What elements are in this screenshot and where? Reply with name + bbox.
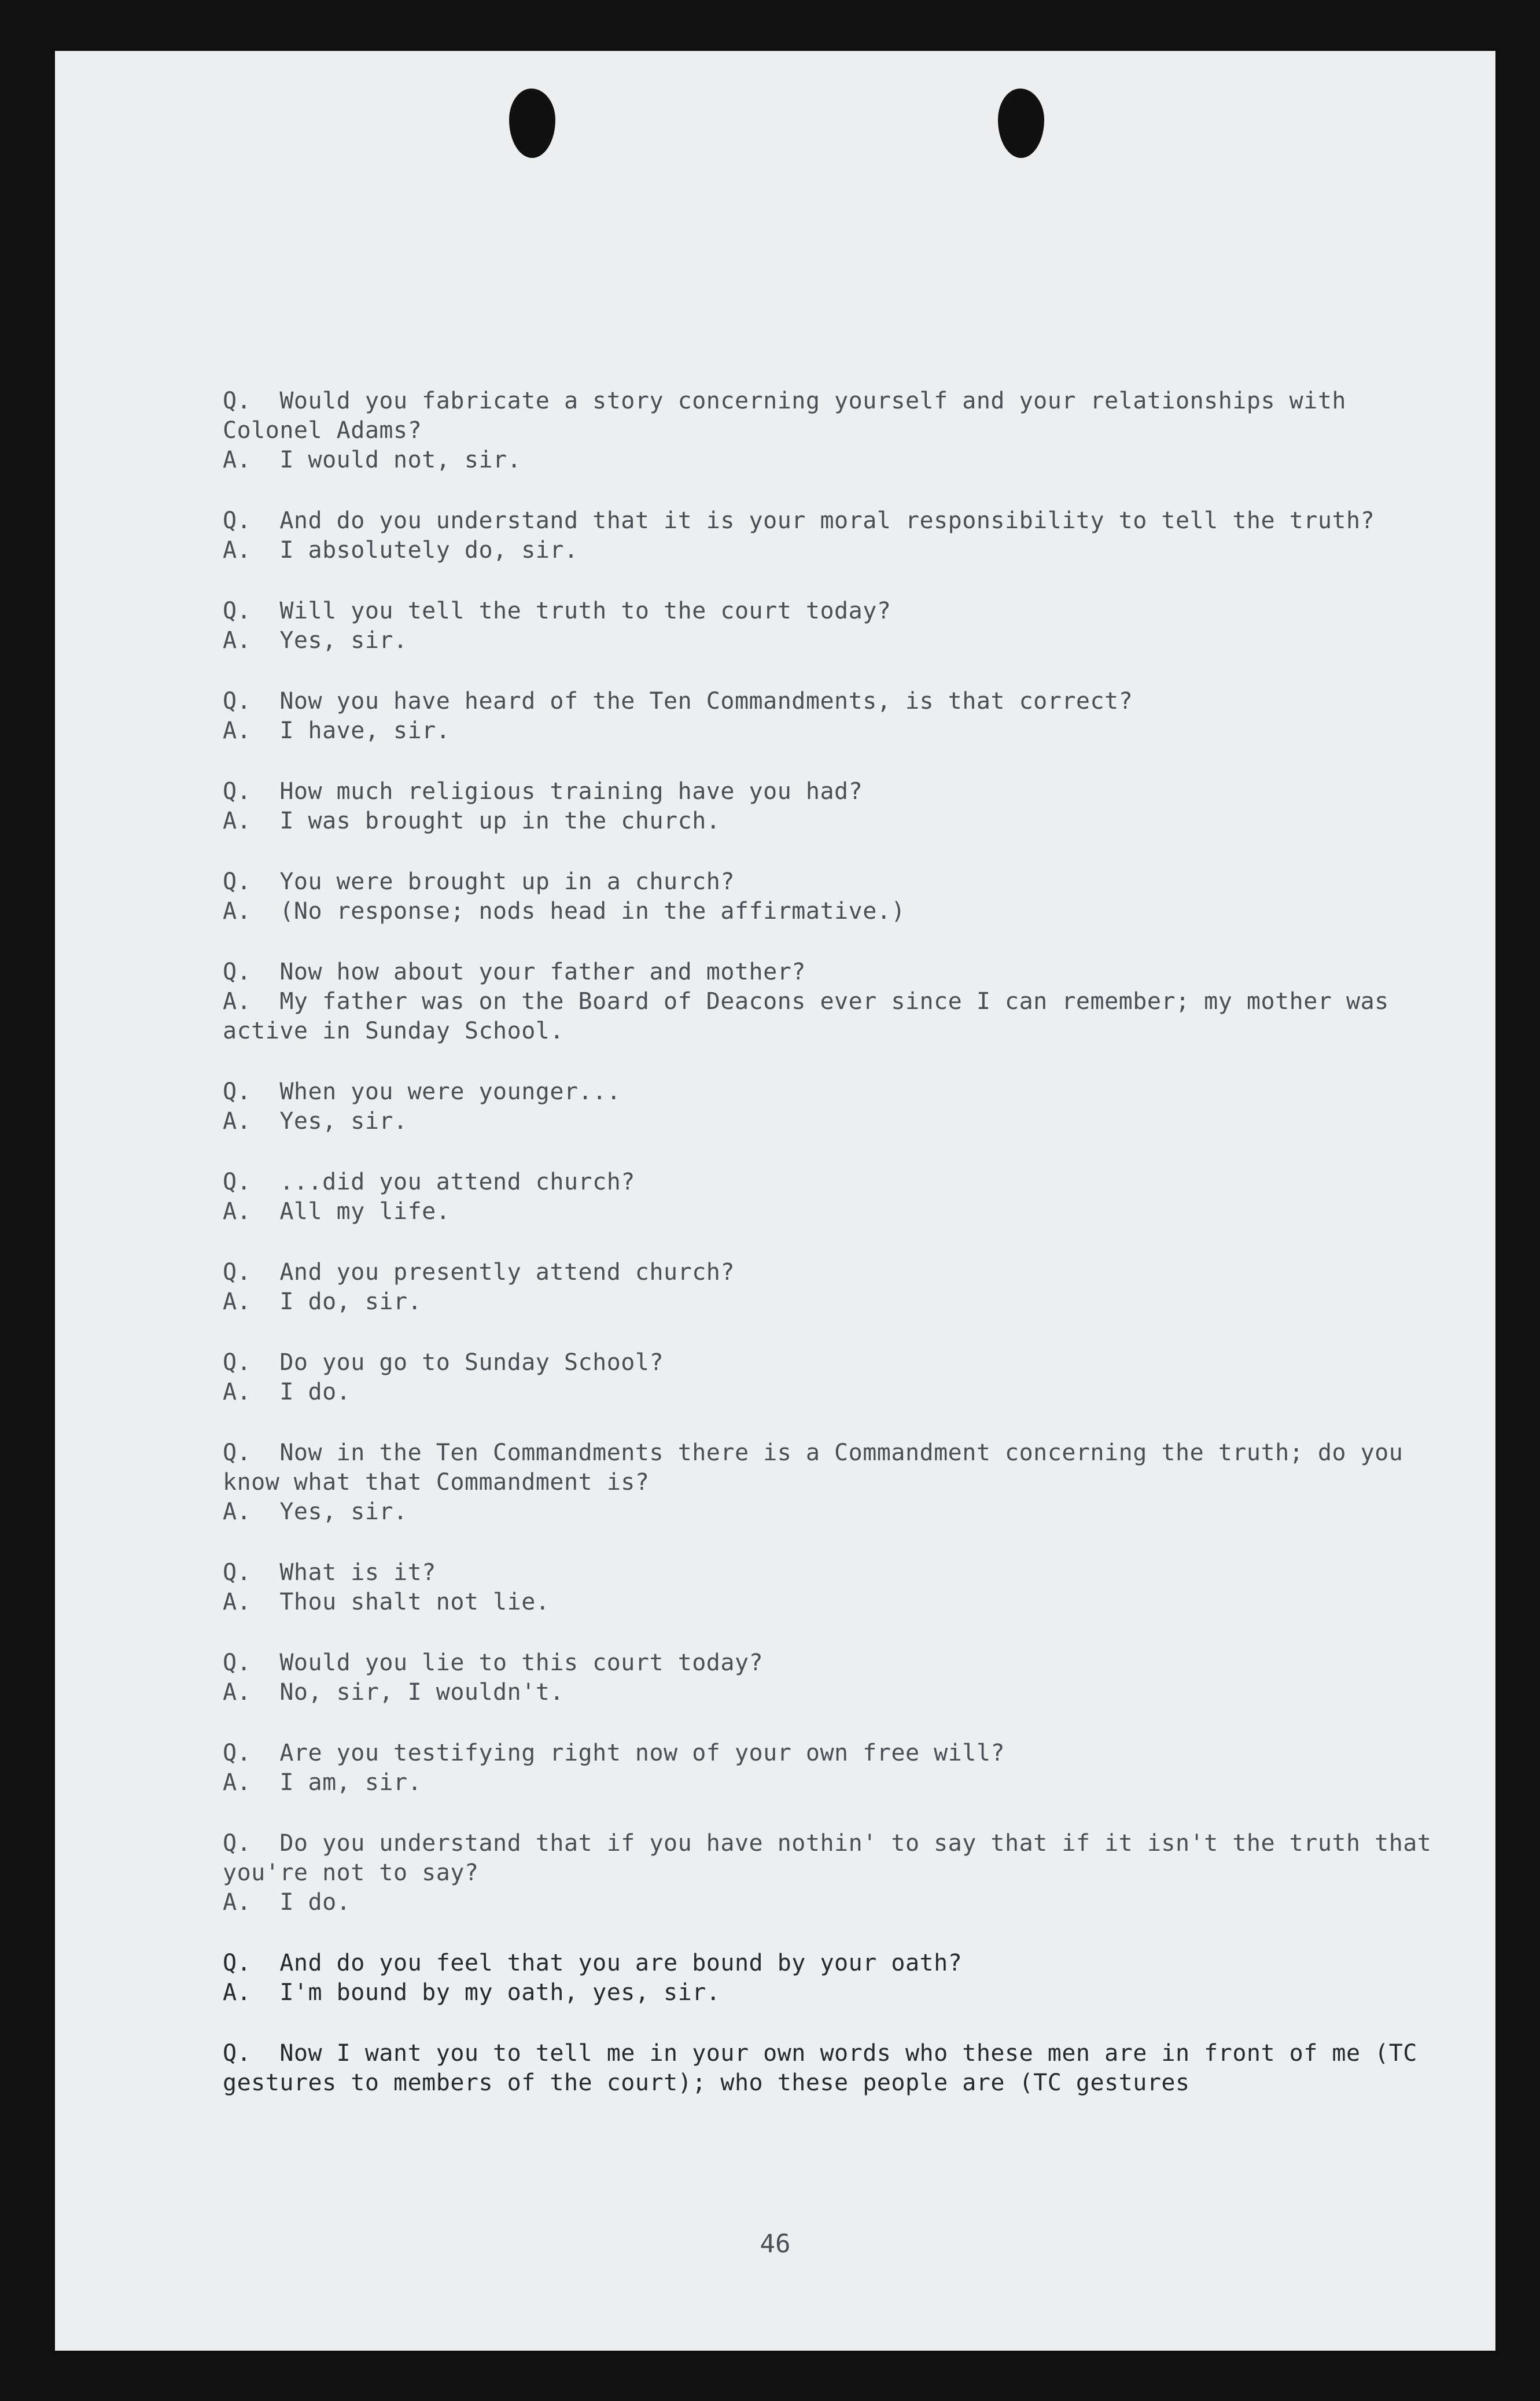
answer-text: A. I do. (223, 1889, 351, 1916)
qa-block (223, 386, 1449, 475)
answer-text: A. I have, sir. (223, 717, 451, 744)
answer-text: A. I was brought up in the church. (223, 808, 721, 834)
question-text: Q. Will you tell the truth to the court today? (223, 598, 891, 624)
answer-text: A. I absolutely do, sir. (223, 537, 579, 564)
qa-block (223, 687, 1449, 746)
qa-block (223, 1739, 1449, 1798)
answer-text: A. Yes, sir. (223, 1108, 408, 1135)
qa-block (223, 2039, 1449, 2098)
qa-block (223, 1077, 1449, 1136)
question-text: Q. Would you lie to this court today? (223, 1649, 764, 1676)
question-text: Q. You were brought up in a church? (223, 868, 735, 895)
qa-block (223, 1949, 1449, 2008)
question-text: Q. Now you have heard of the Ten Commandments, is that correct? (223, 688, 1133, 715)
question-text: Q. What is it? (223, 1559, 436, 1586)
answer-text: A. Yes, sir. (223, 627, 408, 654)
punch-hole-right (998, 89, 1044, 158)
qa-block (223, 1168, 1449, 1227)
qa-block (223, 506, 1449, 565)
transcript-body (223, 386, 1449, 2129)
question-text: Q. And you presently attend church? (223, 1259, 735, 1286)
answer-text: A. I do, sir. (223, 1288, 422, 1315)
answer-text: A. My father was on the Board of Deacons ever since I can remember; my mother was active in Sunday School. (223, 988, 1403, 1044)
qa-block (223, 1829, 1449, 1917)
page-number: 46 (760, 2229, 791, 2259)
qa-block (223, 1348, 1449, 1407)
qa-block (223, 1258, 1449, 1317)
question-text: Q. Do you understand that if you have nothin' to say that if it isn't the truth that you're not to say? (223, 1830, 1446, 1886)
qa-block (223, 867, 1449, 926)
answer-text: A. I am, sir. (223, 1769, 422, 1796)
answer-text: A. I would not, sir. (223, 447, 522, 473)
answer-text: A. Yes, sir. (223, 1498, 408, 1525)
question-text: Q. Do you go to Sunday School? (223, 1349, 664, 1376)
question-text: Q. Now how about your father and mother? (223, 959, 806, 985)
qa-block (223, 1648, 1449, 1707)
qa-block (223, 777, 1449, 836)
qa-block (223, 1558, 1449, 1617)
qa-block (223, 596, 1449, 656)
question-text: Q. Are you testifying right now of your own free will? (223, 1740, 1005, 1766)
qa-block (223, 958, 1449, 1046)
question-text: Q. Now in the Ten Commandments there is a Commandment concerning the truth; do you know what that Commandment is? (223, 1439, 1417, 1496)
question-text: Q. And do you feel that you are bound by your oath? (223, 1950, 963, 1976)
answer-text: A. No, sir, I wouldn't. (223, 1679, 564, 1706)
question-text: Q. How much religious training have you had? (223, 778, 863, 805)
document-page (55, 51, 1495, 2351)
punch-hole-left (509, 89, 555, 158)
question-text: Q. When you were younger... (223, 1078, 621, 1105)
answer-text: A. (No response; nods head in the affirmative.) (223, 898, 905, 925)
question-text: Q. And do you understand that it is your moral responsibility to tell the truth? (223, 507, 1375, 534)
answer-text: A. I do. (223, 1379, 351, 1405)
answer-text: A. I'm bound by my oath, yes, sir. (223, 1979, 721, 2006)
qa-block (223, 1438, 1449, 1527)
question-text: Q. Would you fabricate a story concerning yourself and your relationships with Colonel Adams? (223, 388, 1361, 444)
question-text: Q. ...did you attend church? (223, 1169, 635, 1195)
answer-text: A. All my life. (223, 1198, 451, 1225)
question-text: Q. Now I want you to tell me in your own words who these men are in front of me (TC gestures to members of the court); who these people are (TC gestures (223, 2040, 1432, 2096)
answer-text: A. Thou shalt not lie. (223, 1589, 550, 1615)
